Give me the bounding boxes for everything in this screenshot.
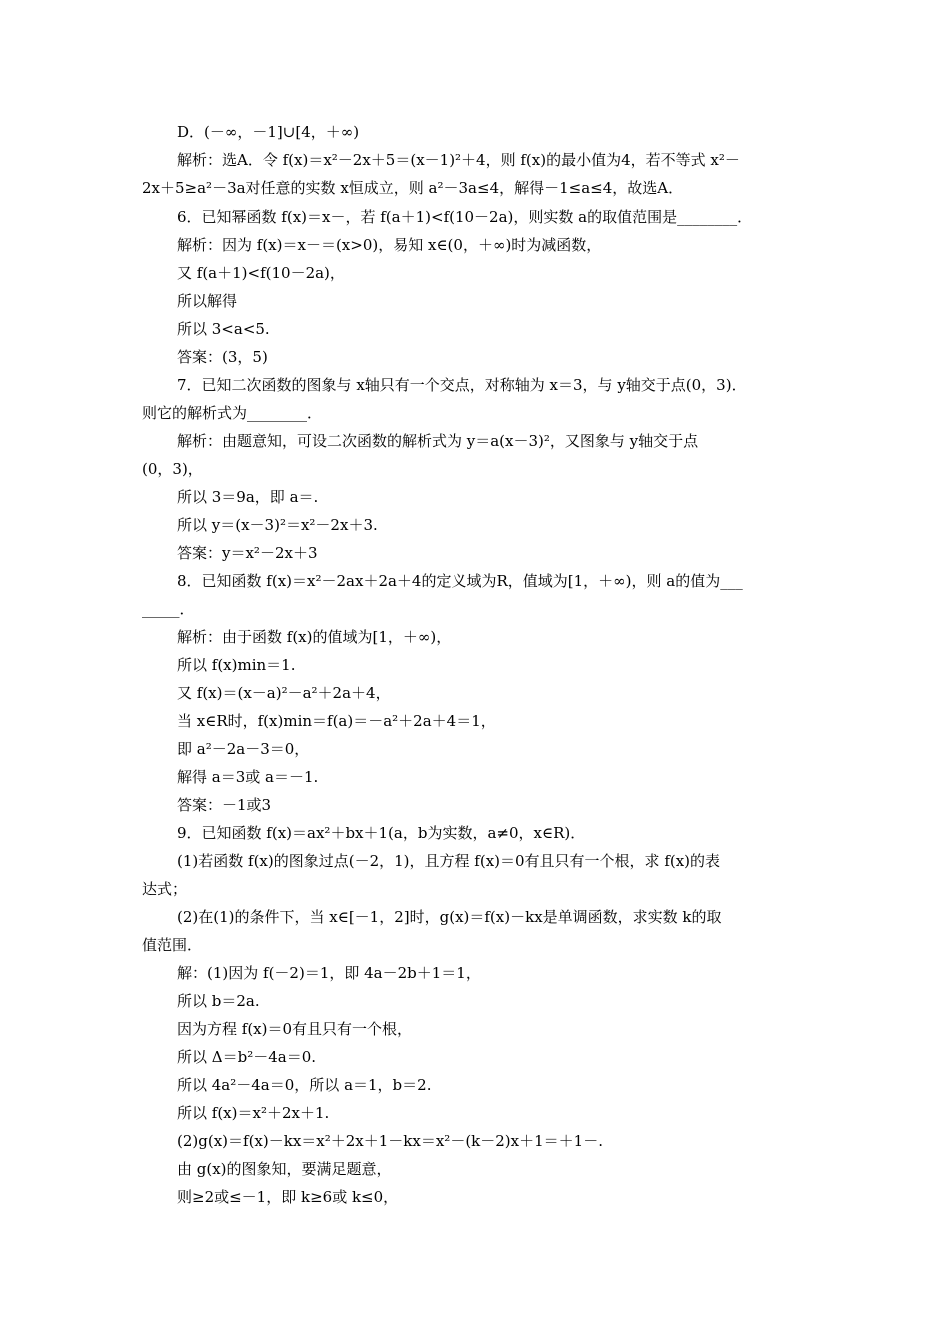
solution-5-line-1: 解析：选A．令 f(x)＝x²－2x＋5＝(x－1)²＋4，则 f(x)的最小值为4，若不等式 x²－ [177, 151, 740, 169]
solution-6-line-2: 又 f(a＋1)<f(10－2a)， [177, 264, 345, 282]
question-7-line-2: 则它的解析式为________． [142, 404, 323, 422]
solution-8-line-1: 解析：由于函数 f(x)的值域为[1，＋∞)， [177, 628, 452, 646]
solution-6-line-1: 解析：因为 f(x)＝x－＝(x>0)，易知 x∈(0，＋∞)时为减函数， [177, 236, 602, 254]
solution-9-line-2: 所以 b＝2a. [177, 992, 260, 1010]
solution-9-line-5: 所以 4a²－4a＝0，所以 a＝1，b＝2. [177, 1076, 432, 1094]
question-9-part-1-line-1: (1)若函数 f(x)的图象过点(－2，1)，且方程 f(x)＝0有且只有一个根，求 f(x)的表 [177, 852, 721, 870]
question-9-part-1-line-2: 达式； [142, 880, 188, 898]
solution-9-line-4: 所以 Δ＝b²－4a＝0. [177, 1048, 317, 1066]
answer-6: 答案：(3，5) [177, 348, 268, 366]
solution-9-line-6: 所以 f(x)＝x²＋2x＋1. [177, 1104, 330, 1122]
solution-5-line-2: 2x＋5≥a²－3a对任意的实数 x恒成立，则 a²－3a≤4，解得－1≤a≤4，故选A． [142, 179, 684, 197]
answer-7: 答案：y＝x²－2x＋3 [177, 544, 318, 562]
solution-9-line-7: (2)g(x)＝f(x)－kx＝x²＋2x＋1－kx＝x²－(k－2)x＋1＝＋1－. [177, 1132, 603, 1150]
solution-6-line-4: 所以 3<a<5. [177, 320, 270, 338]
solution-9-line-1: 解：(1)因为 f(－2)＝1，即 4a－2b＋1＝1， [177, 964, 481, 982]
solution-9-line-8: 由 g(x)的图象知，要满足题意， [177, 1160, 392, 1178]
solution-8-line-4: 当 x∈R时，f(x)min＝f(a)＝－a²＋2a＋4＝1， [177, 712, 496, 730]
question-6: 6．已知幂函数 f(x)＝x－，若 f(a＋1)<f(10－2a)，则实数 a的取值范围是________． [177, 208, 753, 226]
solution-6-line-3: 所以解得 [177, 292, 238, 310]
solution-9-line-3: 因为方程 f(x)＝0有且只有一个根， [177, 1020, 413, 1038]
answer-8: 答案：－1或3 [177, 796, 272, 814]
solution-7-line-2: (0，3)， [142, 460, 203, 478]
question-9: 9．已知函数 f(x)＝ax²＋bx＋1(a，b为实数，a≠0，x∈R)． [177, 824, 586, 842]
question-8-line-1: 8．已知函数 f(x)＝x²－2ax＋2a＋4的定义域为R，值域为[1，＋∞)，则 a的值为___ [177, 572, 743, 590]
solution-7-line-4: 所以 y＝(x－3)²＝x²－2x＋3. [177, 516, 378, 534]
question-9-part-2-line-2: 值范围． [142, 936, 203, 954]
question-7-line-1: 7．已知二次函数的图象与 x轴只有一个交点，对称轴为 x＝3，与 y轴交于点(0，3)． [177, 376, 747, 394]
solution-8-line-3: 又 f(x)＝(x－a)²－a²＋2a＋4， [177, 684, 391, 702]
solution-9-line-9: 则≥2或≤－1，即 k≥6或 k≤0， [177, 1188, 399, 1206]
question-9-part-2-line-1: (2)在(1)的条件下，当 x∈[－1，2]时，g(x)＝f(x)－kx是单调函数，求实数 k的取 [177, 908, 722, 926]
option-d-line: D．(－∞，－1]∪[4，＋∞) [177, 123, 360, 141]
solution-7-line-1: 解析：由题意知，可设二次函数的解析式为 y＝a(x－3)²，又图象与 y轴交于点 [177, 432, 699, 450]
solution-8-line-6: 解得 a＝3或 a＝－1. [177, 768, 319, 786]
solution-8-line-2: 所以 f(x)min＝1. [177, 656, 296, 674]
question-8-line-2: _____． [142, 600, 195, 618]
solution-7-line-3: 所以 3＝9a，即 a＝. [177, 488, 319, 506]
solution-8-line-5: 即 a²－2a－3＝0， [177, 740, 310, 758]
